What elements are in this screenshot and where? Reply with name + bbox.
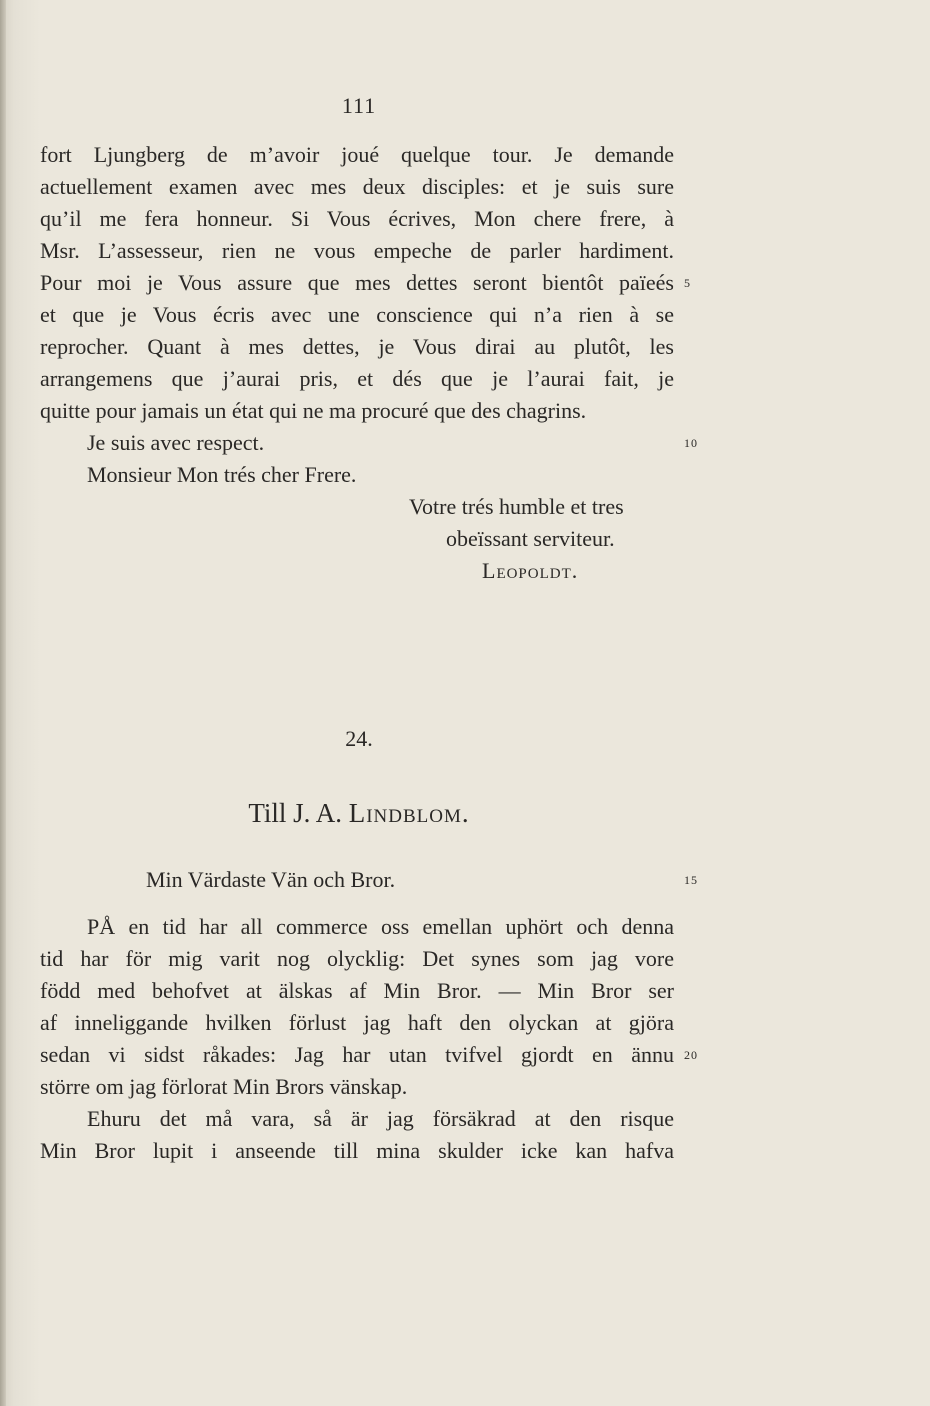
valediction-line-1: Votre trés humble et tres xyxy=(409,494,624,519)
text-line: af inneliggande hvilken förlust jag haft den olyckan at gjöra xyxy=(40,1010,674,1035)
text-line: tid har för mig varit nog olycklig: Det synes som jag vore xyxy=(40,946,674,971)
line-number-marker: 20 xyxy=(684,1048,698,1062)
page-number: 111 xyxy=(341,93,377,118)
text-line: sedan vi sidst råkades: Jag har utan tvifvel gjordt en ännu xyxy=(40,1042,674,1067)
text-line: quitte pour jamais un état qui ne ma procuré que des chagrins. xyxy=(40,398,587,423)
text-line: Min Bror lupit i anseende till mina skulder icke kan hafva xyxy=(40,1138,674,1163)
line-number-marker: 10 xyxy=(684,436,698,450)
closing-address: Monsieur Mon trés cher Frere. xyxy=(87,462,357,487)
text-line: et que je Vous écris avec une conscience qui n’a rien à se xyxy=(40,302,674,327)
text-line: större om jag förlorat Min Brors vänskap. xyxy=(40,1074,408,1099)
letter-number: 24. xyxy=(345,726,373,751)
line-number-marker: 15 xyxy=(684,873,698,887)
page-edge-shadow xyxy=(0,0,6,1406)
text-line: Pour moi je Vous assure que mes dettes seront bientôt païeés xyxy=(40,270,674,295)
text-line: Msr. L’assesseur, rien ne vous empeche de parler hardiment. xyxy=(40,238,674,263)
text-line: född med behofvet at älskas af Min Bror. — Min Bror ser xyxy=(40,978,674,1003)
text-line: reprocher. Quant à mes dettes, je Vous dirai au plutôt, les xyxy=(40,334,674,359)
line-number-marker: 5 xyxy=(684,276,691,290)
text-line: PÅ en tid har all commerce oss emellan uphört och denna xyxy=(87,914,674,939)
salutation: Min Värdaste Vän och Bror. xyxy=(146,867,396,892)
signature: Leopoldt. xyxy=(482,558,579,583)
valediction-line-2: obeïssant serviteur. xyxy=(446,526,615,551)
closing-respect: Je suis avec respect. xyxy=(87,430,265,455)
text-line: fort Ljungberg de m’avoir joué quelque tour. Je demande xyxy=(40,142,674,167)
letter-heading-name: Lindblom. xyxy=(348,798,470,828)
text-line: actuellement examen avec mes deux disciples: et je suis sure xyxy=(40,174,674,199)
letter-heading-prefix: Till J. A. xyxy=(248,798,342,828)
letter-heading xyxy=(0,798,718,829)
text-line: qu’il me fera honneur. Si Vous écrives, Mon chere frere, à xyxy=(40,206,674,231)
text-line: arrangemens que j’aurai pris, et dés que je l’aurai fait, je xyxy=(40,366,674,391)
text-line: Ehuru det må vara, så är jag försäkrad at den risque xyxy=(87,1106,674,1131)
